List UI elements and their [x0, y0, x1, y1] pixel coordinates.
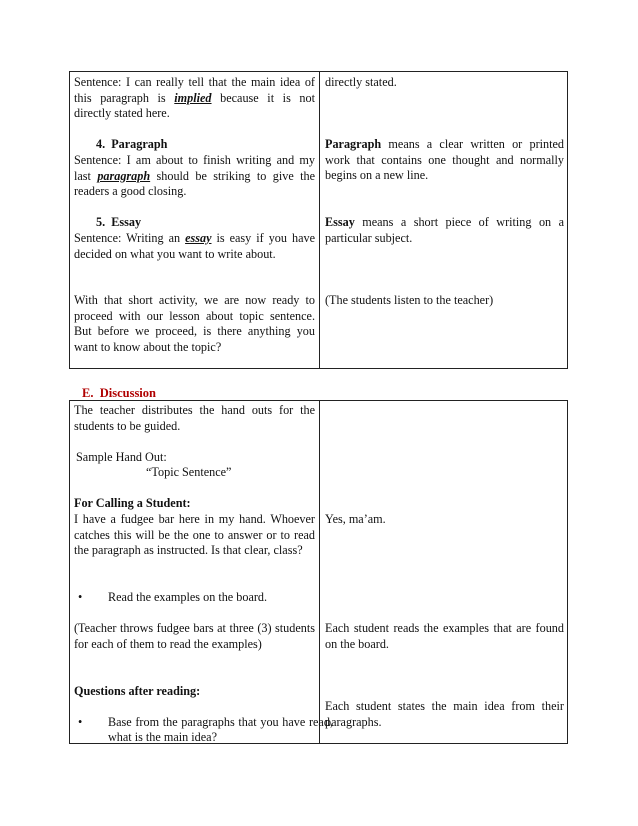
bullet-text: Base from the paragraphs that you have read, what is the main idea?: [108, 714, 333, 744]
key-term: paragraph: [97, 168, 151, 183]
handout-title: “Topic Sentence”: [146, 465, 232, 479]
answer-directly-stated: directly stated.: [325, 75, 397, 89]
reply-yes-maam: Yes, ma’am.: [325, 512, 386, 526]
questions-heading-text: Questions after reading:: [74, 684, 201, 698]
definition-term: Essay: [325, 215, 355, 229]
sentence-text: is easy if you have decided on what you want to write about.: [74, 231, 315, 261]
bullet-text: Read the examples on the board.: [108, 590, 268, 604]
bullet-icon: •: [78, 590, 83, 604]
transition-text: With that short activity, we are now ready to proceed with our lesson about topic sentence. But before we proceed, is there anything you want to know about the topic?: [74, 293, 315, 354]
reply-read-examples: Each student reads the examples that are found on the board.: [325, 621, 564, 651]
column-divider: [319, 401, 320, 743]
sentence-essay: [74, 231, 315, 262]
sentence-text: Sentence: I can really tell that the main idea of this paragraph is: [74, 75, 315, 105]
definition-text: means a short piece of writing on a particular subject.: [325, 215, 564, 245]
reply-state-main-idea: Each student states the main idea from their paragraphs.: [325, 699, 564, 729]
bullet-read-examples: [74, 590, 333, 606]
sentence-paragraph: [74, 153, 315, 200]
sentence-text: Sentence: Writing an: [74, 231, 186, 245]
key-term: implied: [174, 90, 212, 105]
students-listen: (The students listen to the teacher): [325, 293, 494, 307]
sentence-implied: [74, 75, 315, 122]
bullet-main-idea-question: [74, 715, 333, 746]
lesson-table-discussion: [69, 400, 568, 744]
definition-paragraph: [325, 137, 564, 184]
item-heading-essay: 5. Essay: [96, 215, 142, 229]
section-title-discussion: E. Discussion: [82, 386, 156, 400]
sentence-text: should be striking to give the readers a good closing.: [74, 168, 315, 198]
definition-essay: [325, 215, 564, 246]
calling-heading-text: For Calling a Student:: [74, 496, 191, 510]
definition-text: means a clear written or printed work that contains one thought and normally begins on a new line.: [325, 137, 564, 182]
handout-intro: The teacher distributes the hand outs for the students to be guided.: [74, 403, 315, 433]
questions-heading: [74, 684, 315, 700]
lesson-table-top: [69, 71, 568, 369]
calling-heading: [74, 496, 315, 512]
item-heading-paragraph: 4. Paragraph: [96, 137, 168, 151]
key-term: essay: [185, 231, 212, 245]
definition-term: Paragraph: [325, 137, 382, 151]
calling-text: I have a fudgee bar here in my hand. Whoever catches this will be the one to answer or to read the paragraph as instructed. Is that clear, class?: [74, 512, 315, 557]
handout-label: Sample Hand Out:: [76, 450, 167, 464]
sentence-text: because it is not directly stated here.: [74, 90, 315, 120]
sentence-text: Sentence: I am about to finish writing and my last: [74, 153, 315, 183]
bullet-icon: •: [78, 714, 83, 729]
teacher-action: (Teacher throws fudgee bars at three (3) students for each of them to read the examples): [74, 621, 315, 651]
